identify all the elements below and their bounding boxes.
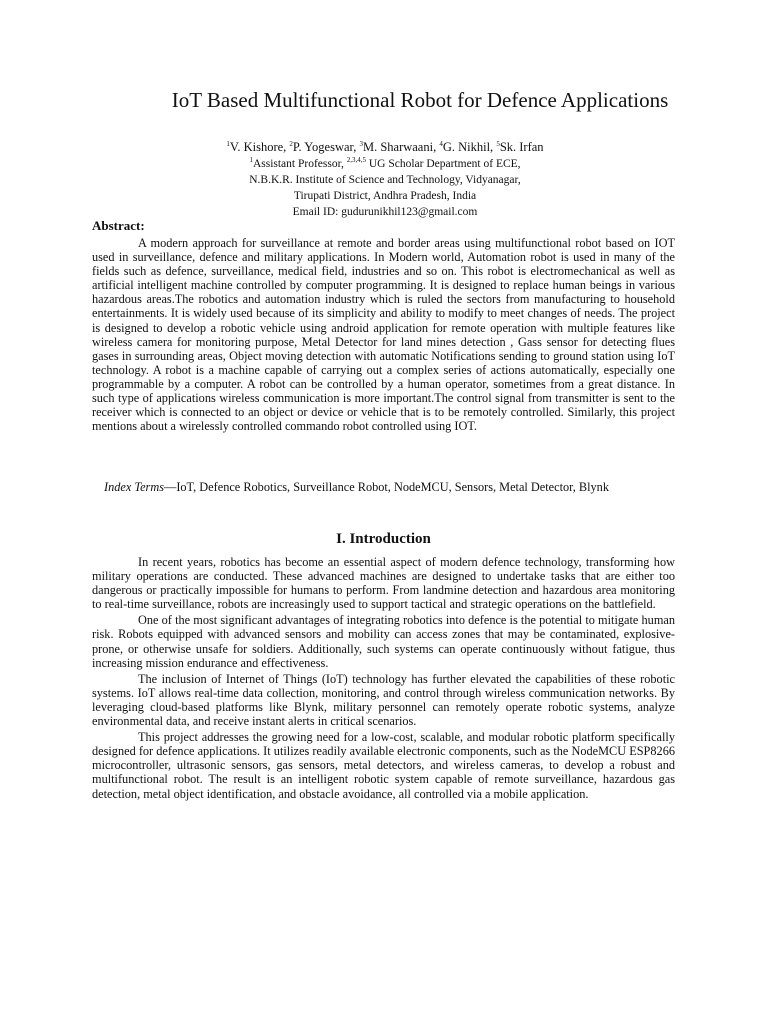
index-terms [92,480,675,494]
author-3-sup: 3 [359,139,363,148]
author-3-name: M. Sharwaani, [362,140,440,154]
affiliation-email: Email ID: gudurunikhil123@gmail.com [292,206,478,218]
role-1-sup: 1 [249,156,253,165]
role-2: UG Scholar Department of ECE, [365,158,521,170]
section-heading-introduction: I. Introduction [336,531,431,547]
intro-paragraph-1: In recent years, robotics has become an essential aspect of modern defence technology, transforming how military operations are conducted. These advanced machines are designed to undertake tasks that are either too dangerous or practically impossible for humans to perform. From landmine detection and hazardous area monitoring to real-time surveillance, robots are increasingly used to support tactical and strategic operations on the battlefield. [92,555,675,612]
author-2-sup: 2 [289,139,293,148]
abstract-heading: Abstract: [92,218,145,233]
abstract-paragraph: A modern approach for surveillance at remote and border areas using multifunctional robot based on IOT used in surveillance, defence and military applications. In Modern world, Automation robot is used in many of the fields such as defence, surveillance, medical field, industries and so on. This robot is electromechanical as well as artificial intelligent machine controlled by computer programming. It is designed to replace human beings in various hazardous areas.The robotics and automation industry which is ruled the sectors from manufacturing to household entertainments. It is widely used because of its simplicity and ability to modify to meet changes of needs. The project is designed to develop a robotic vehicle using android application for remote operation with multiple features like wireless camera for monitoring purpose, Metal Detector for land mines detection , Gass sensor for detecting flues gases in surrounding areas, Object moving detection with automatic Notifications sending to ground station using IoT technology. A robot is a machine capable of carrying out a complex series of actions automatically, especially one programmable by a computer. A robot can be controlled by a human operator, sometimes from a great distance. In such type of applications wireless communication is more important.The control signal from transmitter is sent to the receiver which is connected to an object or device or vehicle that is to be remotely controlled. Similarly, this project mentions about a wirelessly controlled commando robot controlled using IOT. [92,236,675,434]
affiliation-block [80,156,690,220]
affiliation-roles [80,156,690,172]
author-list [80,140,690,155]
introduction-body [92,555,675,803]
intro-paragraph-3: The inclusion of Internet of Things (IoT) technology has further elevated the capabilities of these robotic systems. IoT allows real-time data collection, monitoring, and control through wireless communication networks. By leveraging cloud-based platforms like Blynk, military personnel can remotely operate robotic systems, analyze environmental data, and receive instant alerts in critical scenarios. [92,671,675,729]
role-1: Assistant Professor, [252,158,347,170]
author-1-name: V. Kishore, [229,140,290,154]
author-5-name: Sk. Irfan [499,140,544,154]
abstract-body [92,236,675,433]
author-4-name: G. Nikhil, [442,140,497,154]
index-terms-paragraph [92,480,675,494]
author-5-sup: 5 [496,139,500,148]
author-1-sup: 1 [226,139,230,148]
index-terms-label: Index Terms [104,480,165,494]
author-2-name: P. Yogeswar, [292,140,360,154]
affiliation-institute: N.B.K.R. Institute of Science and Technology, Vidyanagar, [249,174,521,186]
intro-paragraph-2: One of the most significant advantages of integrating robotics into defence is the potential to mitigate human risk. Robots equipped with advanced sensors and mobility can access zones that may be contaminated, explosive-prone, or otherwise unsafe for soldiers. Additionally, such systems can operate continuously without fatigue, thus increasing mission endurance and effectiveness. [92,613,675,670]
author-4-sup: 4 [439,139,443,148]
paper-title: IoT Based Multifunctional Robot for Defence Applications [171,88,669,112]
intro-paragraph-4: This project addresses the growing need for a low-cost, scalable, and modular robotic platform specifically designed for defence applications. It utilizes readily available electronic components, such as the NodeMCU ESP8266 microcontroller, ultrasonic sensors, gas sensors, metal detectors, and wireless cameras, to develop a robust and multifunctional robot. The result is an intelligent robotic system capable of remote surveillance, hazardous gas detection, metal object identification, and obstacle avoidance, all controlled via a mobile application. [92,730,675,801]
index-terms-text: —IoT, Defence Robotics, Surveillance Robot, NodeMCU, Sensors, Metal Detector, Blynk [164,480,609,494]
role-2-sup: 2,3,4,5 [346,156,366,165]
affiliation-location: Tirupati District, Andhra Pradesh, India [293,190,477,202]
